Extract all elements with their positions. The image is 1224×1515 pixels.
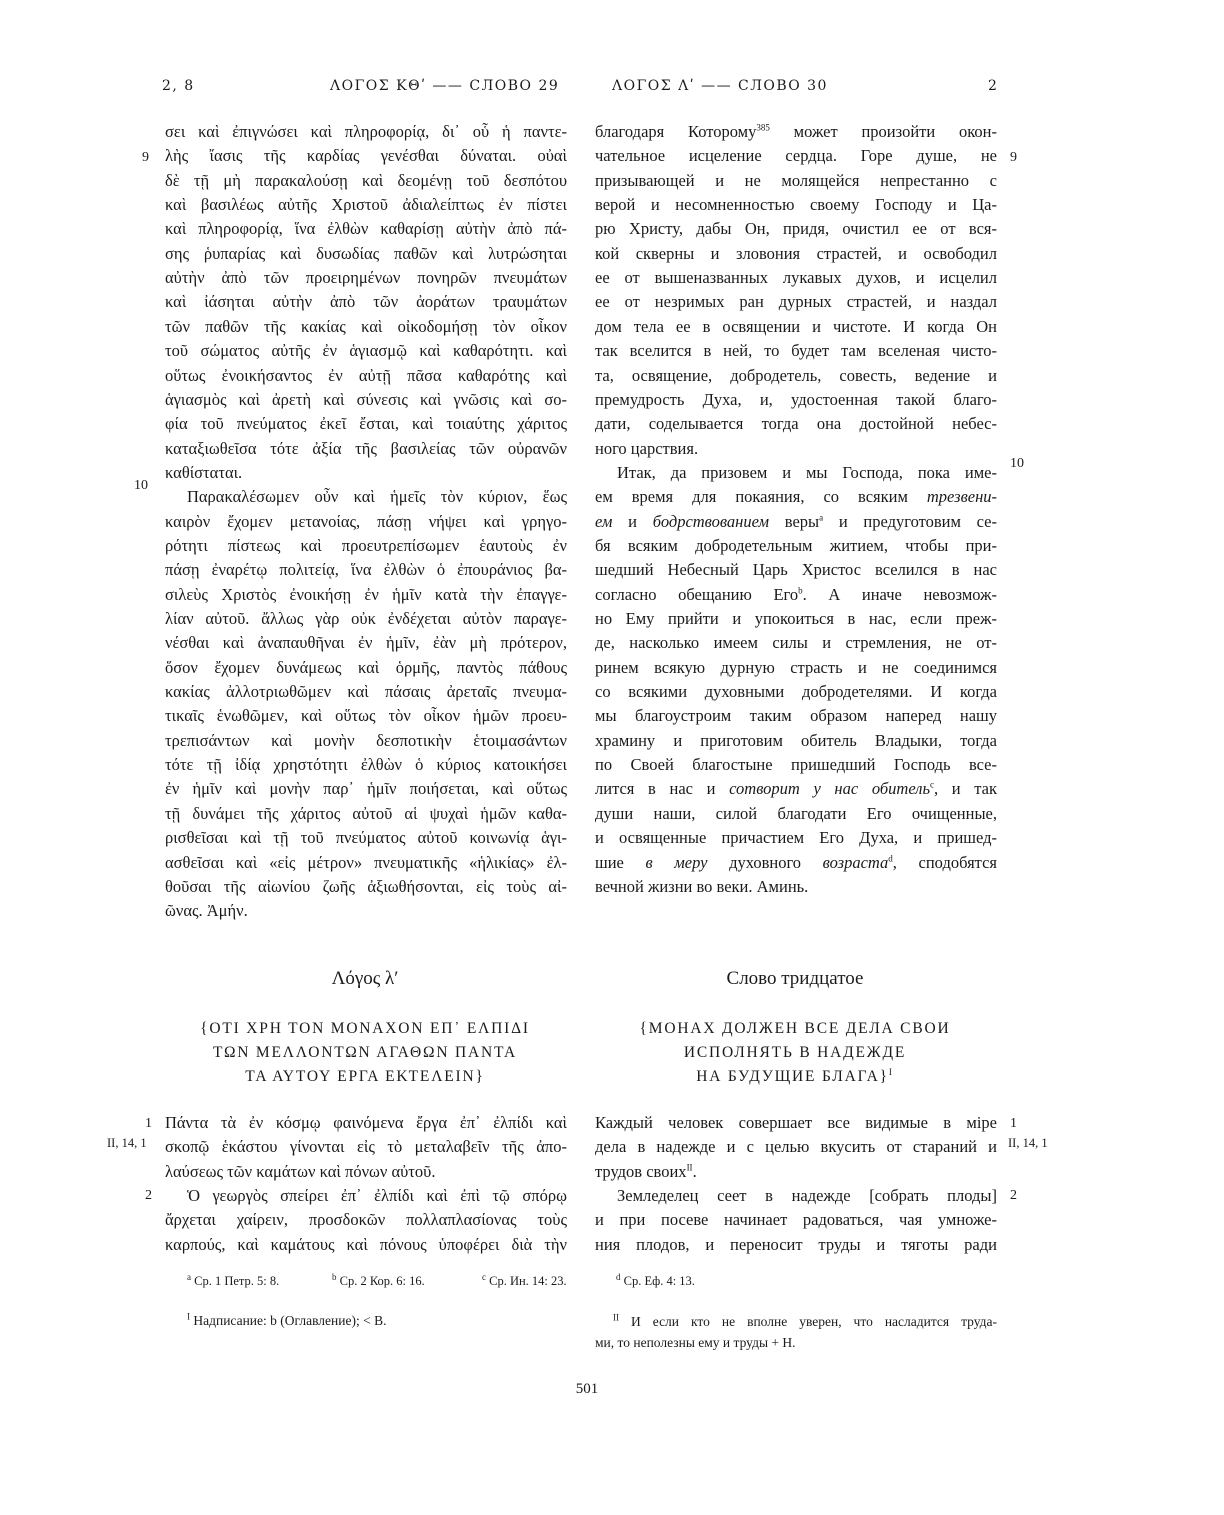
footnote-ref: II xyxy=(686,1162,693,1173)
greek-text-line: θοῦσαι τῆς αἰωνίου ζωῆς ἀξιωθήσονται, εἰς τοὺς αἰ- xyxy=(165,876,567,896)
russian-subtitle-text: НА БУДУЩИЕ БЛАГА} xyxy=(696,1068,889,1085)
greek-text-line: καταξιωθεῖσα τότε ἀξία τῆς βασιλείας τῶν οὐρανῶν xyxy=(165,438,567,458)
russian-text-line: дати, соделывается тогда она достойной небес- xyxy=(595,414,997,434)
russian-text-line: ем время для покаяния, со всяким трезвени- xyxy=(595,487,997,507)
russian-text-line: по Своей благостыне пришедший Господь все- xyxy=(595,755,997,775)
greek-text-line: ἁγιασμὸς καὶ ἀρετὴ καὶ σύνεσις καὶ γνῶσις καὶ σο- xyxy=(165,389,567,409)
russian-subtitle-line: ИСПОЛНЯТЬ В НАДЕЖДЕ xyxy=(683,1044,907,1061)
running-page-right: 2 xyxy=(988,78,999,94)
greek-section-number-10: 10 xyxy=(134,478,148,493)
russian-text-line: так вселится в ней, то будет там вселеная чисто- xyxy=(595,341,997,361)
russian-text-line: рю Христу, дабы Он, придя, очистил ее от вся- xyxy=(595,219,997,239)
greek-text-line: λὴς ἴασις τῆς καρδίας γενέσθαι δύναται. οὐαὶ xyxy=(165,146,567,166)
greek-text-line: Ὁ γεωργὸς σπείρει ἐπ᾿ ἐλπίδι καὶ ἐπὶ τῷ σπόρῳ xyxy=(187,1186,567,1206)
footnote-II-line: ми, то неполезны ему и труды + H. xyxy=(595,1335,796,1350)
footnote-I xyxy=(187,1313,386,1329)
russian-section-number-2: 2 xyxy=(1010,1188,1017,1203)
footnote-II-line xyxy=(595,1311,997,1332)
russian-text-line: шедший Небесный Царь Христос вселился в нас xyxy=(595,560,997,580)
greek-section-number-2: 2 xyxy=(145,1188,152,1203)
greek-text-line: λαύσεως τῶν καμάτων καὶ πόνων αὐτοῦ. xyxy=(165,1161,436,1181)
greek-margin-reference: II, 14, 1 xyxy=(107,1136,147,1150)
russian-text-line: та, освящение, добродетель, совесть, ведение и xyxy=(595,365,997,385)
russian-section-number-9: 9 xyxy=(1010,150,1017,165)
greek-text-line: σιλεὺς Χριστὸς ἐνοικήσῃ ἐν ἡμῖν κατὰ τὴν ἐπαγγε- xyxy=(165,584,567,604)
greek-text-line: καὶ ἰάσηται αὐτὴν ἀπὸ τῶν ἀοράτων τραυμάτων xyxy=(165,292,567,312)
russian-text-line: и освященные причастием Его Духа, и пришед- xyxy=(595,828,997,848)
russian-text-line: лится в нас и сотворит у нас обитель$^c$, и так xyxy=(595,779,997,799)
russian-section-number-1: 1 xyxy=(1010,1116,1017,1131)
russian-text-line: верой и несомненностью своему Господу и Ца- xyxy=(595,195,997,215)
russian-text-line: храмину и приготовим обитель Владыки, тогда xyxy=(595,730,997,750)
greek-text-line: καρπούς, καὶ καμάτους καὶ πόνους ὑποφέρει διὰ τὴν xyxy=(165,1234,567,1254)
russian-margin-reference: II, 14, 1 xyxy=(1008,1136,1048,1150)
greek-text-line: δὲ τῇ μὴ παρακαλούσῃ καὶ δεομένῃ τοῦ δεσπότου xyxy=(165,170,567,190)
greek-text-line: ῶνας. Ἀμήν. xyxy=(165,901,248,921)
russian-text-line: ния плодов, и переносит труды и тяготы ради xyxy=(595,1234,997,1254)
footnote-text: Ср. Ин. 14: 23. xyxy=(489,1274,567,1288)
footnote-text: Ср. 2 Кор. 6: 16. xyxy=(339,1274,425,1288)
russian-text-line: со всякими духовными добродетелями. И когда xyxy=(595,682,997,702)
russian-text-line: Земледелец сеет в надежде [собрать плоды] xyxy=(617,1186,997,1206)
footnote-mark: d xyxy=(616,1271,621,1282)
footnote-b xyxy=(332,1271,425,1289)
russian-text-line: дела в надежде и с целью вкусить от стараний и xyxy=(595,1137,997,1157)
russian-text-line: но Ему прийти и упокоиться в нас, если преж- xyxy=(595,609,997,628)
footnote-mark: II xyxy=(613,1312,619,1323)
russian-text-line: трудов своих$^{II}$. xyxy=(595,1161,697,1181)
greek-discourse-title: Λόγος λʹ xyxy=(331,968,399,989)
greek-text-line: καιρὸν ἔχομεν μετανοίας, πάσῃ νήψει καὶ γρηγο- xyxy=(165,511,567,531)
greek-text-line: σκοπῷ ἑκάστου γίνονται εἰς τὸ μεταλαβεῖν τῆς ἀπο- xyxy=(165,1137,567,1157)
footnote-ref: d xyxy=(888,853,893,863)
greek-text-line: οὕτως ἐνοικήσαντος ἐν αὐτῇ πᾶσα καθαρότης καὶ xyxy=(165,365,567,385)
greek-text-line: φία τοῦ πνεύματος ἐκεῖ ἔσται, καὶ τοιαύτης χάριτος xyxy=(165,414,567,434)
russian-text-line: согласно обещанию Его$^b$. А иначе невозмож- xyxy=(595,584,997,604)
greek-text-line: κακίας ἀλλοτριωθῶμεν καὶ πάσαις ἀρεταῖς πνευμα- xyxy=(165,682,567,702)
greek-text-line: ρισθεῖσαι καὶ τῇ τοῦ πνεύματος αὐτοῦ κοινωνίᾳ ἁγι- xyxy=(165,828,567,848)
russian-text-line: шие в меру духовного возраста$^d$, сподобятся xyxy=(595,852,997,872)
greek-text-line: αὐτὴν ἀπὸ τῶν προειρημένων πονηρῶν πνευμάτων xyxy=(165,268,567,288)
greek-text-line: τικαῖς ἑνωθῶμεν, καὶ οὕτως τὸν οἶκον ἡμῶν προευ- xyxy=(165,706,567,726)
greek-text-line: ρότητι πίστεως καὶ προευτρεπίσωμεν ἑαυτοὺς ἐν xyxy=(165,535,567,555)
russian-text-line: де, насколько имеем силы и стремления, не от- xyxy=(595,633,997,653)
greek-text-line: τῇ δυνάμει τῆς χάριτος αὐτοῦ αἱ ψυχαὶ ἡμῶν καθα- xyxy=(165,803,567,823)
greek-text-line: σης ῥυπαρίας καὶ δυσωδίας παθῶν καὶ λυτρώσηται xyxy=(165,243,567,263)
page-number: 501 xyxy=(575,1381,599,1397)
russian-discourse-title: Слово тридцатое xyxy=(726,968,864,989)
footnote-ref: c xyxy=(929,779,934,790)
russian-text-line: дом тела ее в освящении и чистоте. И когда Он xyxy=(595,316,997,336)
greek-text-line: λίαν αὐτοῦ. ἄλλως γὰρ οὐκ ἐνδέχεται αὐτὸν παραγε- xyxy=(165,609,567,628)
russian-text-line: вечной жизни во веки. Аминь. xyxy=(595,876,809,896)
footnote-ref: a xyxy=(819,512,824,523)
russian-subtitle-line xyxy=(575,1065,1015,1089)
footnote-text: Надписание: b (Оглавление); < B. xyxy=(193,1313,387,1328)
greek-text-line: τρεπισάντων καὶ μονὴν δεσποτικὴν ἑτοιμασάντων xyxy=(165,730,567,750)
greek-text-line: Πάντα τὰ ἐν κόσμῳ φαινόμενα ἔργα ἐπ᾿ ἐλπίδι καὶ xyxy=(165,1113,567,1132)
russian-text-line: кой скверны и зловония страстей, и освободил xyxy=(595,243,997,263)
greek-text-line: ὅσον ἔχομεν δυνάμεως καὶ ὁρμῆς, παντὸς πάθους xyxy=(165,657,567,677)
russian-text-line: мы благоустроим таким образом наперед нашу xyxy=(595,706,997,726)
footnote-d xyxy=(616,1271,695,1289)
footnote-ref: b xyxy=(798,585,803,596)
greek-text-line: τῶν παθῶν τῆς κακίας καὶ οἰκοδομήσῃ τὸν οἶκον xyxy=(165,316,567,336)
footnote-mark: c xyxy=(482,1271,486,1282)
russian-text-line: ринем всякую дурную страсть и не соединимся xyxy=(595,657,997,677)
russian-text-line: и при посеве начинает радоваться, чая умноже- xyxy=(595,1210,997,1230)
footnote-mark: a xyxy=(187,1271,191,1282)
footnote-c xyxy=(482,1271,567,1289)
russian-text-line: Каждый человек совершает все видимые в міре xyxy=(595,1113,997,1132)
greek-text-line: ἐν ἡμῖν καὶ μονὴν παρ᾿ ἡμῖν ποιήσεται, καὶ οὕτως xyxy=(165,779,567,799)
greek-text-line: καθίσταται. xyxy=(165,462,243,482)
greek-text-line: σει καὶ ἐπιγνώσει καὶ πληροφορίᾳ, δι᾿ οὗ ἡ παντε- xyxy=(165,122,567,141)
greek-column-upper xyxy=(165,120,567,921)
footnote-ref-I: I xyxy=(888,1066,894,1077)
greek-text-line: τοῦ σώματος αὐτῆς ἐν ἁγιασμῷ καὶ καθαρότητι. καὶ xyxy=(165,341,567,361)
greek-text-line: καὶ βασιλέως αὐτῆς Χριστοῦ ἀδιαλείπτως ἐν πίστει xyxy=(165,195,567,215)
russian-section-number-10: 10 xyxy=(1010,456,1024,471)
running-page-left: 2, 8 xyxy=(162,78,195,94)
russian-text-line: ем и бодрствованием веры$^a$ и предуготовим се- xyxy=(595,511,997,531)
greek-text-line: πάσῃ ἐναρέτῳ πολιτείᾳ, ἵνα ἐλθὼν ὁ ἐπουράνιος βα- xyxy=(165,560,567,580)
russian-text-line: призывающей и не молящейся непрестанно с xyxy=(595,170,997,190)
greek-column-lower xyxy=(165,1111,567,1261)
greek-section-number-9: 9 xyxy=(142,150,149,165)
greek-subtitle-line: {ΟΤΙ ΧΡΗ ΤΟΝ ΜΟΝΑΧΟΝ ΕΠ᾿ ΕΛΠΙΔΙ xyxy=(200,1020,530,1037)
greek-subtitle-line: ΤΩΝ ΜΕΛΛΟΝΤΩΝ ΑΓΑΘΩΝ ΠΑΝΤΑ xyxy=(212,1044,518,1061)
greek-subtitle-line: ΤΑ ΑΥΤΟΥ ΕΡΓΑ ΕΚΤΕΛΕΙΝ} xyxy=(245,1068,485,1085)
russian-text-line: души наши, силой благодати Его очищенные, xyxy=(595,803,997,823)
greek-text-line: καὶ πληροφορίᾳ, ἵνα ἐλθὼν καθαρίσῃ αὐτὴν ἀπὸ πά- xyxy=(165,219,567,239)
footnote-a xyxy=(187,1271,280,1289)
russian-text-line: ного царствия. xyxy=(595,438,699,458)
footnote-II xyxy=(595,1311,997,1353)
russian-text-line: Итак, да призовем и мы Господа, пока име- xyxy=(617,462,997,482)
russian-text-line: премудрость Духа, и, удостоенная такой благо- xyxy=(595,389,997,409)
russian-column-upper xyxy=(595,120,997,896)
greek-text-line: Παρακαλέσωμεν οὖν καὶ ἡμεῖς τὸν κύριον, ἕως xyxy=(187,487,567,507)
russian-column-lower xyxy=(595,1111,997,1261)
russian-text-line: чательное исцеление сердца. Горе душе, не xyxy=(595,146,997,166)
greek-text-line: νέσθαι καὶ ἀναπαυθῆναι ἐν ἡμῖν, ἐὰν μὴ πρότερον, xyxy=(165,633,567,653)
running-title-right: ΛΟΓΟΣ Λʹ —— СЛОВО 30 xyxy=(612,78,828,94)
russian-subtitle-line: {МОНАХ ДОЛЖЕН ВСЕ ДЕЛА СВОИ xyxy=(639,1020,951,1037)
russian-text-line: ее от вышеназванных лукавых духов, и исцелил xyxy=(595,268,997,288)
russian-text-line: бя всяким добродетельным житием, чтобы при- xyxy=(595,535,997,555)
footnote-ref: 385 xyxy=(756,122,770,133)
running-title-left: ΛΟΓΟΣ ΚΘʹ —— СЛОВО 29 xyxy=(330,78,560,94)
russian-text-line: ее от незримых ран дурных страстей, и наздал xyxy=(595,292,997,312)
greek-section-number-1: 1 xyxy=(145,1116,152,1131)
footnote-mark: b xyxy=(332,1271,337,1282)
russian-subtitle xyxy=(575,1017,1015,1089)
footnote-mark: I xyxy=(187,1311,190,1322)
footnote-text: Ср. 1 Петр. 5: 8. xyxy=(194,1274,280,1288)
greek-text-line: ἄρχεται χαίρειν, προσδοκῶν πολλαπλασίονας τοὺς xyxy=(165,1210,567,1230)
footnote-text: Ср. Еф. 4: 13. xyxy=(623,1274,695,1288)
footnote-text: И если кто не вполне уверен, что насладится труда- xyxy=(631,1314,997,1329)
greek-text-line: τότε τῇ ἰδίᾳ χρηστότητι ἐλθὼν ὁ κύριος κατοικήσει xyxy=(165,755,567,775)
greek-subtitle xyxy=(145,1017,585,1089)
russian-text-line: благодаря Которому$^{385}$ может произойти окон- xyxy=(595,122,997,141)
greek-text-line: ασθεῖσαι καὶ «εἰς μέτρον» πνευματικῆς «ἡλικίας» ἐλ- xyxy=(165,852,567,872)
